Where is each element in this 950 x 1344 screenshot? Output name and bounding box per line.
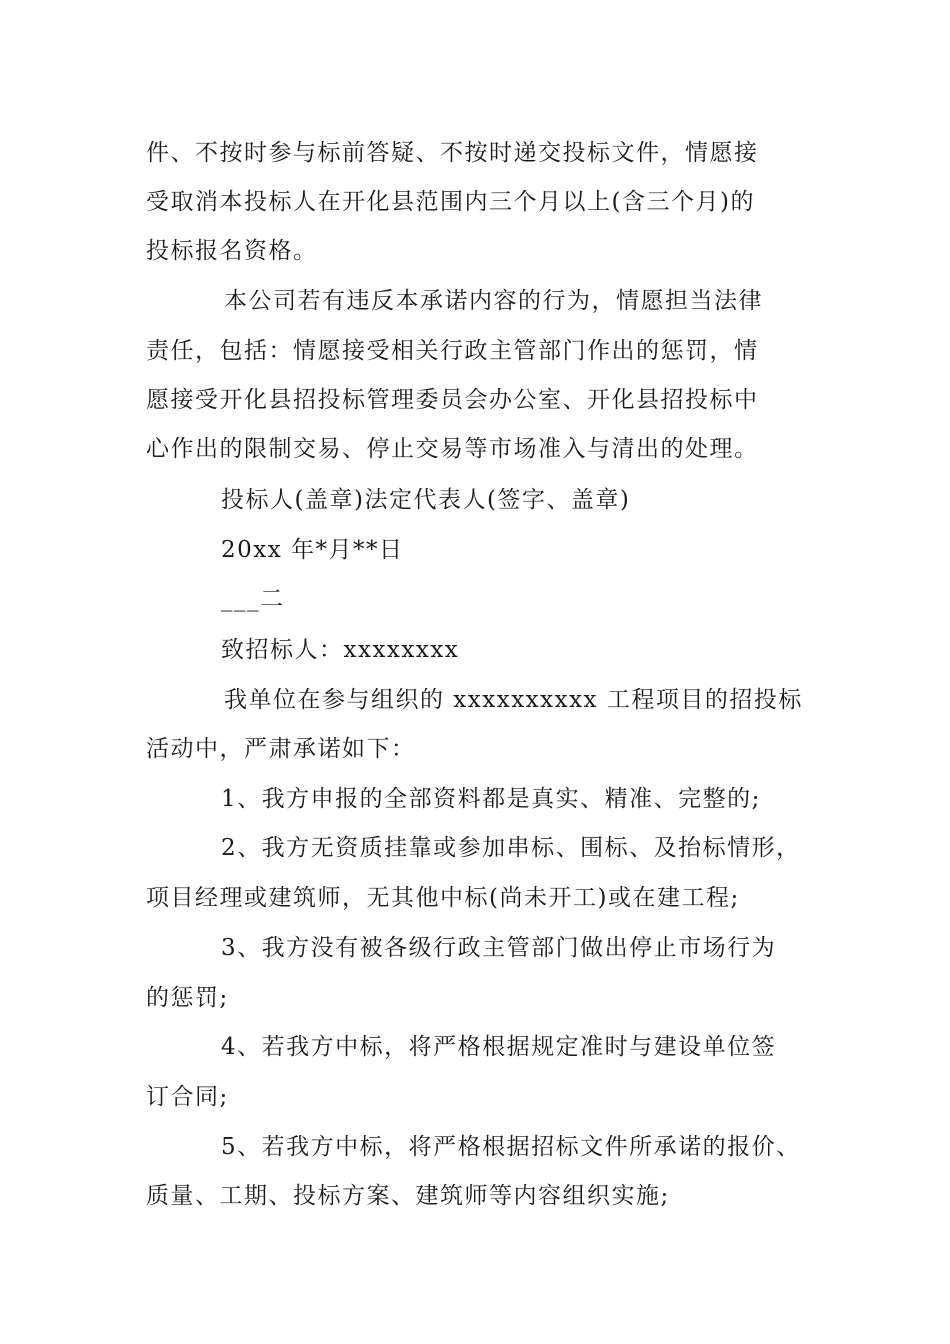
signature-line: 投标人(盖章)法定代表人(签字、盖章) <box>221 487 631 513</box>
list-item: 1、我方申报的全部资料都是真实、精准、完整的; <box>221 786 761 812</box>
list-item: 5、若我方中标，将严格根据招标文件所承诺的报价、 <box>221 1134 801 1160</box>
list-item-continuation: 质量、工期、投标方案、建筑师等内容组织实施; <box>146 1183 670 1209</box>
list-item: 3、我方没有被各级行政主管部门做出停止市场行为 <box>221 935 777 961</box>
paragraph-line: 件、不按时参与标前答疑、不按时递交投标文件，情愿接 <box>146 140 759 166</box>
list-item: 4、若我方中标，将严格根据规定准时与建设单位签 <box>221 1034 777 1060</box>
list-item-continuation: 的惩罚; <box>146 985 229 1011</box>
list-item: 2、我方无资质挂靠或参加串标、围标、及抬标情形， <box>221 835 801 861</box>
paragraph-line: 我单位在参与组织的 xxxxxxxxxx 工程项目的招投标 <box>224 687 803 713</box>
paragraph-line: 责任，包括：情愿接受相关行政主管部门作出的惩罚，情 <box>146 338 759 364</box>
paragraph-line: 投标报名资格。 <box>146 238 318 264</box>
paragraph-line: 受取消本投标人在开化县范围内三个月以上(含三个月)的 <box>146 189 755 215</box>
paragraph-line: 心作出的限制交易、停止交易等市场准入与清出的处理。 <box>146 436 759 462</box>
paragraph-line: 活动中，严肃承诺如下： <box>146 736 416 762</box>
paragraph-line: 愿接受开化县招投标管理委员会办公室、开化县招投标中 <box>146 387 759 413</box>
list-item-continuation: 项目经理或建筑师，无其他中标(尚未开工)或在建工程; <box>146 885 740 911</box>
date-line: 20xx 年*月**日 <box>221 537 404 563</box>
paragraph-line: 本公司若有违反本承诺内容的行为，情愿担当法律 <box>224 288 763 314</box>
section-heading: ___二 <box>221 586 285 612</box>
salutation-line: 致招标人：xxxxxxxx <box>221 637 460 663</box>
list-item-continuation: 订合同; <box>146 1084 229 1110</box>
